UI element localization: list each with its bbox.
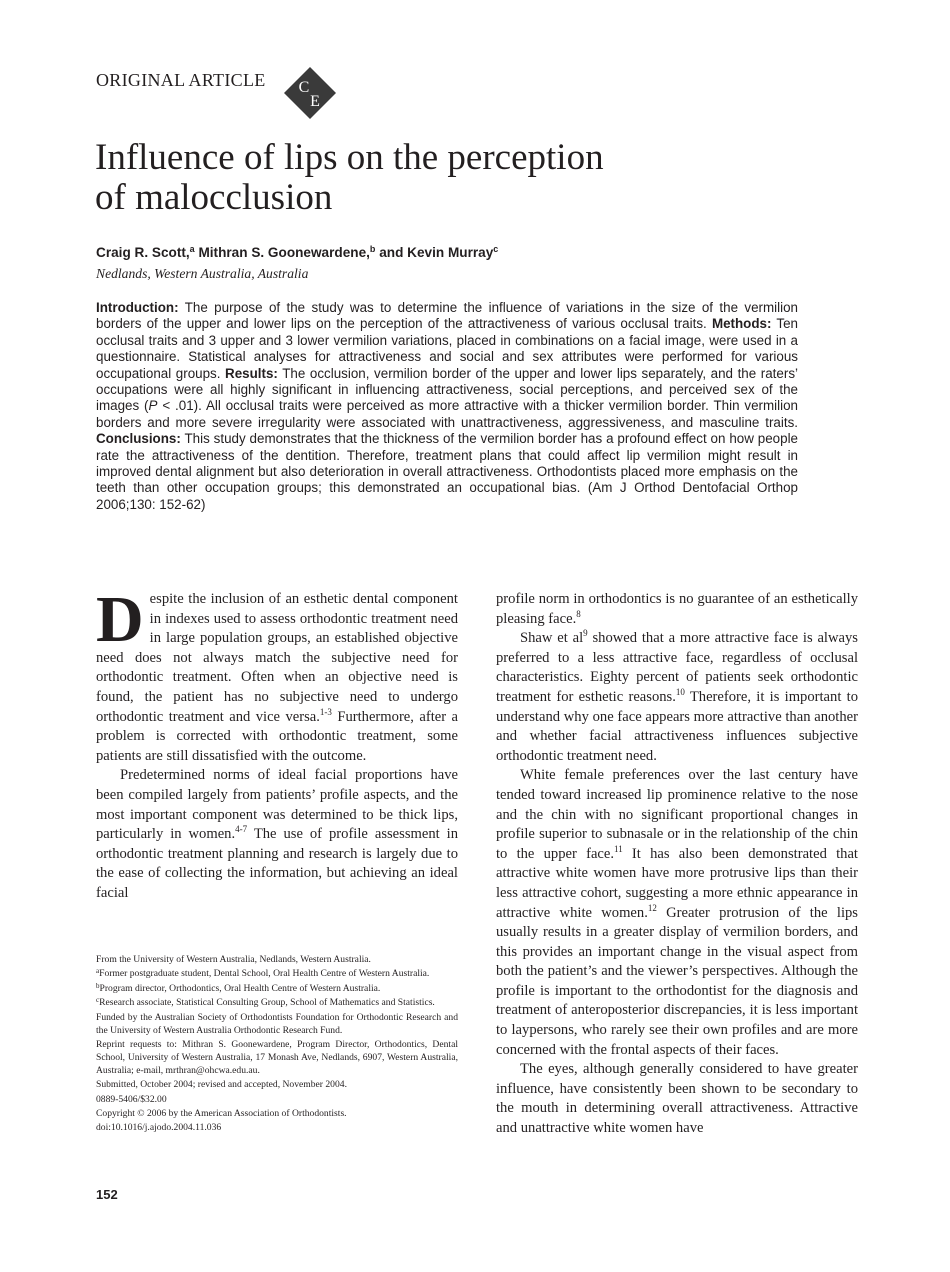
author-2-affil: b [369,244,376,254]
citation-ref[interactable]: 1-3 [319,706,332,717]
paragraph-text: Greater protrusion of the lips usually results in a greater display of vermilion borders, and this provides an important change in the visual aspect from both the patient’s and the viewer’s perspectives. Although the profile is important to the orthodontist for the diagnosis and treatment of anteroposterior discrepancies, it is less important to laypersons, who rarely see their own profiles and are more concerned with the frontal aspects of their faces. [496,904,858,1058]
article-title [95,138,815,218]
footnote-mark: a [96,967,100,976]
paragraph [96,766,458,903]
footnote-submitted: Submitted, October 2004; revised and accepted, November 2004. [96,1079,347,1091]
badge-letter-c: C [298,79,310,96]
abstract-intro-label: Introduction: [96,300,179,315]
footnote-doi[interactable]: doi:10.1016/j.ajodo.2004.11.036 [96,1122,222,1134]
paragraph [96,583,458,766]
footnote-from: From the University of Western Australia, Nedlands, Western Australia. [96,954,371,965]
footnote-funding: Funded by the Australian Society of Orthodontists Foundation for Orthodontic Research and the University of Western Australia Orthodontic Research Fund. [96,1011,458,1036]
title-line-1: Influence of lips on the perception [95,137,604,178]
abstract-methods: Ten occlusal traits and 3 upper and 3 lower vermilion variations, placed in combinations on a facial image, were used in a questionnaire. Statistical analyses for attractiveness and social and sex attributes were performed for various occupational groups. [96,316,798,381]
footnote-a [96,968,458,981]
footnote-mark: c [96,996,100,1005]
affiliation: Nedlands, Western Australia, Australia [96,266,309,281]
author-3-affil: c [493,244,499,254]
author-1: Craig R. Scott, [96,245,190,260]
body-column-right [496,590,858,1139]
abstract-results-label: Results: [225,365,278,381]
author-3: and Kevin Murray [379,245,494,260]
paragraph-text: profile norm in orthodontics is no guarantee of an esthetically pleasing face. [496,591,858,627]
paragraph-text: The use of profile assessment in orthodontic treatment planning and research is largely due to the ease of collecting the information, but achieving an ideal facial [96,826,458,901]
author-1-affil: a [189,244,195,254]
footnote-text: Research associate, Statistical Consulting Group, School of Mathematics and Statistics. [99,997,435,1009]
paragraph-text: Furthermore, after a problem is corrected with orthodontic treatment, some patients are still dissatisfied with the outcome. [96,708,458,764]
footnote-copyright: Copyright © 2006 by the American Association of Orthodontists. [96,1107,347,1119]
paragraph-text: Shaw et al [520,630,584,647]
ce-diamond-icon [283,66,337,120]
paragraph-text: It has also been demonstrated that attractive white women have more protrusive lips than their less attractive cohort, suggesting a more ethnic appearance in attractive white women. [496,845,858,921]
citation-ref[interactable]: 10 [675,686,685,697]
paragraph [496,766,858,1060]
footnote-mark: b [96,981,100,990]
abstract-conclusions: This study demonstrates that the thickness of the vermilion border has a profound effect on how people rate the attractiveness of the dentition. Therefore, treatment plans that could affect lip vermilion might result in improved dental alignment but also deterioration in overall attractiveness. Orthodontists placed more emphasis on the teeth than other occupation groups; this demonstrated an occupational bias. (Am J Orthod Dentofacial Orthop 2006;130: 152-62) [96,431,798,512]
paragraph-text: White female preferences over the last century have tended toward increased lip prominence relative to the nose and the chin with no significant proportional changes in profile superior to subnasale or in the relationship of the chin to the upper face. [496,767,858,862]
author-2: Mithran S. Goonewardene, [198,245,370,260]
paragraph-text: espite the inclusion of an esthetic dental component in indexes used to assess orthodontic treatment need in large population groups, an established objective need does not always match the subjective need for orthodontic treatment. Often when an objective need is found, the patient has no subjective need to undergo orthodontic treatment and vice versa. [96,591,458,725]
citation-ref[interactable]: 11 [614,843,623,854]
paragraph [496,1060,858,1138]
footnote-b [96,983,458,996]
citation-ref[interactable]: 9 [583,628,588,639]
abstract-intro: The purpose of the study was to determine the influence of variations in the size of the vermilion borders of the upper and lower lips on the perception of the attractiveness of various occlusal traits. [96,300,798,332]
footnote-issn: 0889-5406/$32.00 [96,1093,167,1105]
footnote-text: Former postgraduate student, Dental School, Oral Health Centre of Western Australia. [99,968,430,980]
drop-cap: D [96,583,144,656]
paragraph [496,629,858,766]
section-label: ORIGINAL ARTICLE [96,70,266,90]
abstract [96,300,798,513]
badge-letter-e: E [310,93,320,110]
citation-ref[interactable]: 8 [576,608,581,619]
citation-ref[interactable]: 4-7 [235,824,248,835]
paragraph-text: The eyes, although generally considered to have greater influence, have consistently been shown to be secondary to the mouth in determining overall attractiveness. Attractive and unattractive white women have [496,1061,858,1137]
paragraph-text: showed that a more attractive face is always preferred to a less attractive face, regardless of occlusal characteristics. Eighty percent of patients seek orthodontic treatment for esthetic reasons. [496,630,858,705]
body-column-left [96,583,458,904]
abstract-results-1: The occlusion, vermilion border of the upper and lower lips separately, and the raters’ occupations were all highly significant in influencing attractiveness, social perceptions, and perceived sex of the images ( [96,365,798,414]
abstract-conclusions-label: Conclusions: [96,431,181,447]
abstract-p-value: P [148,398,158,414]
page-number: 152 [96,1187,118,1202]
footnote-reprint: Reprint requests to: Mithran S. Goonewardene, Program Director, Orthodontics, Dental School, University of Western Australia, 17 Monash Ave, Nedlands, 6907, Western Australia, Australia; e-mail, mrthran@ohcwa.edu.au. [96,1038,458,1076]
footnote-c [96,997,458,1010]
title-line-2: of malocclusion [95,177,333,218]
citation-ref[interactable]: 12 [647,902,657,913]
footnote-text: Program director, Orthodontics, Oral Health Centre of Western Australia. [99,982,381,994]
footnotes [96,954,458,1137]
abstract-results-2: < .01). All occlusal traits were perceived as more attractive with a thicker vermilion border. Thin vermilion borders and more severe irregularity were associated with unattractiveness, aggressiveness, and masculine traits. [96,398,798,430]
paragraph-text: Predetermined norms of ideal facial proportions have been compiled largely from patients’ profile aspects, and the most important component was determined to be thick lips, particularly in women. [96,767,458,843]
abstract-methods-label: Methods: [711,316,772,332]
paragraph [496,590,858,629]
paragraph-text: Therefore, it is important to understand why one face appears more attractive than another and whether facial attractiveness influences subjective orthodontic treatment need. [496,688,858,764]
author-list [96,245,498,260]
